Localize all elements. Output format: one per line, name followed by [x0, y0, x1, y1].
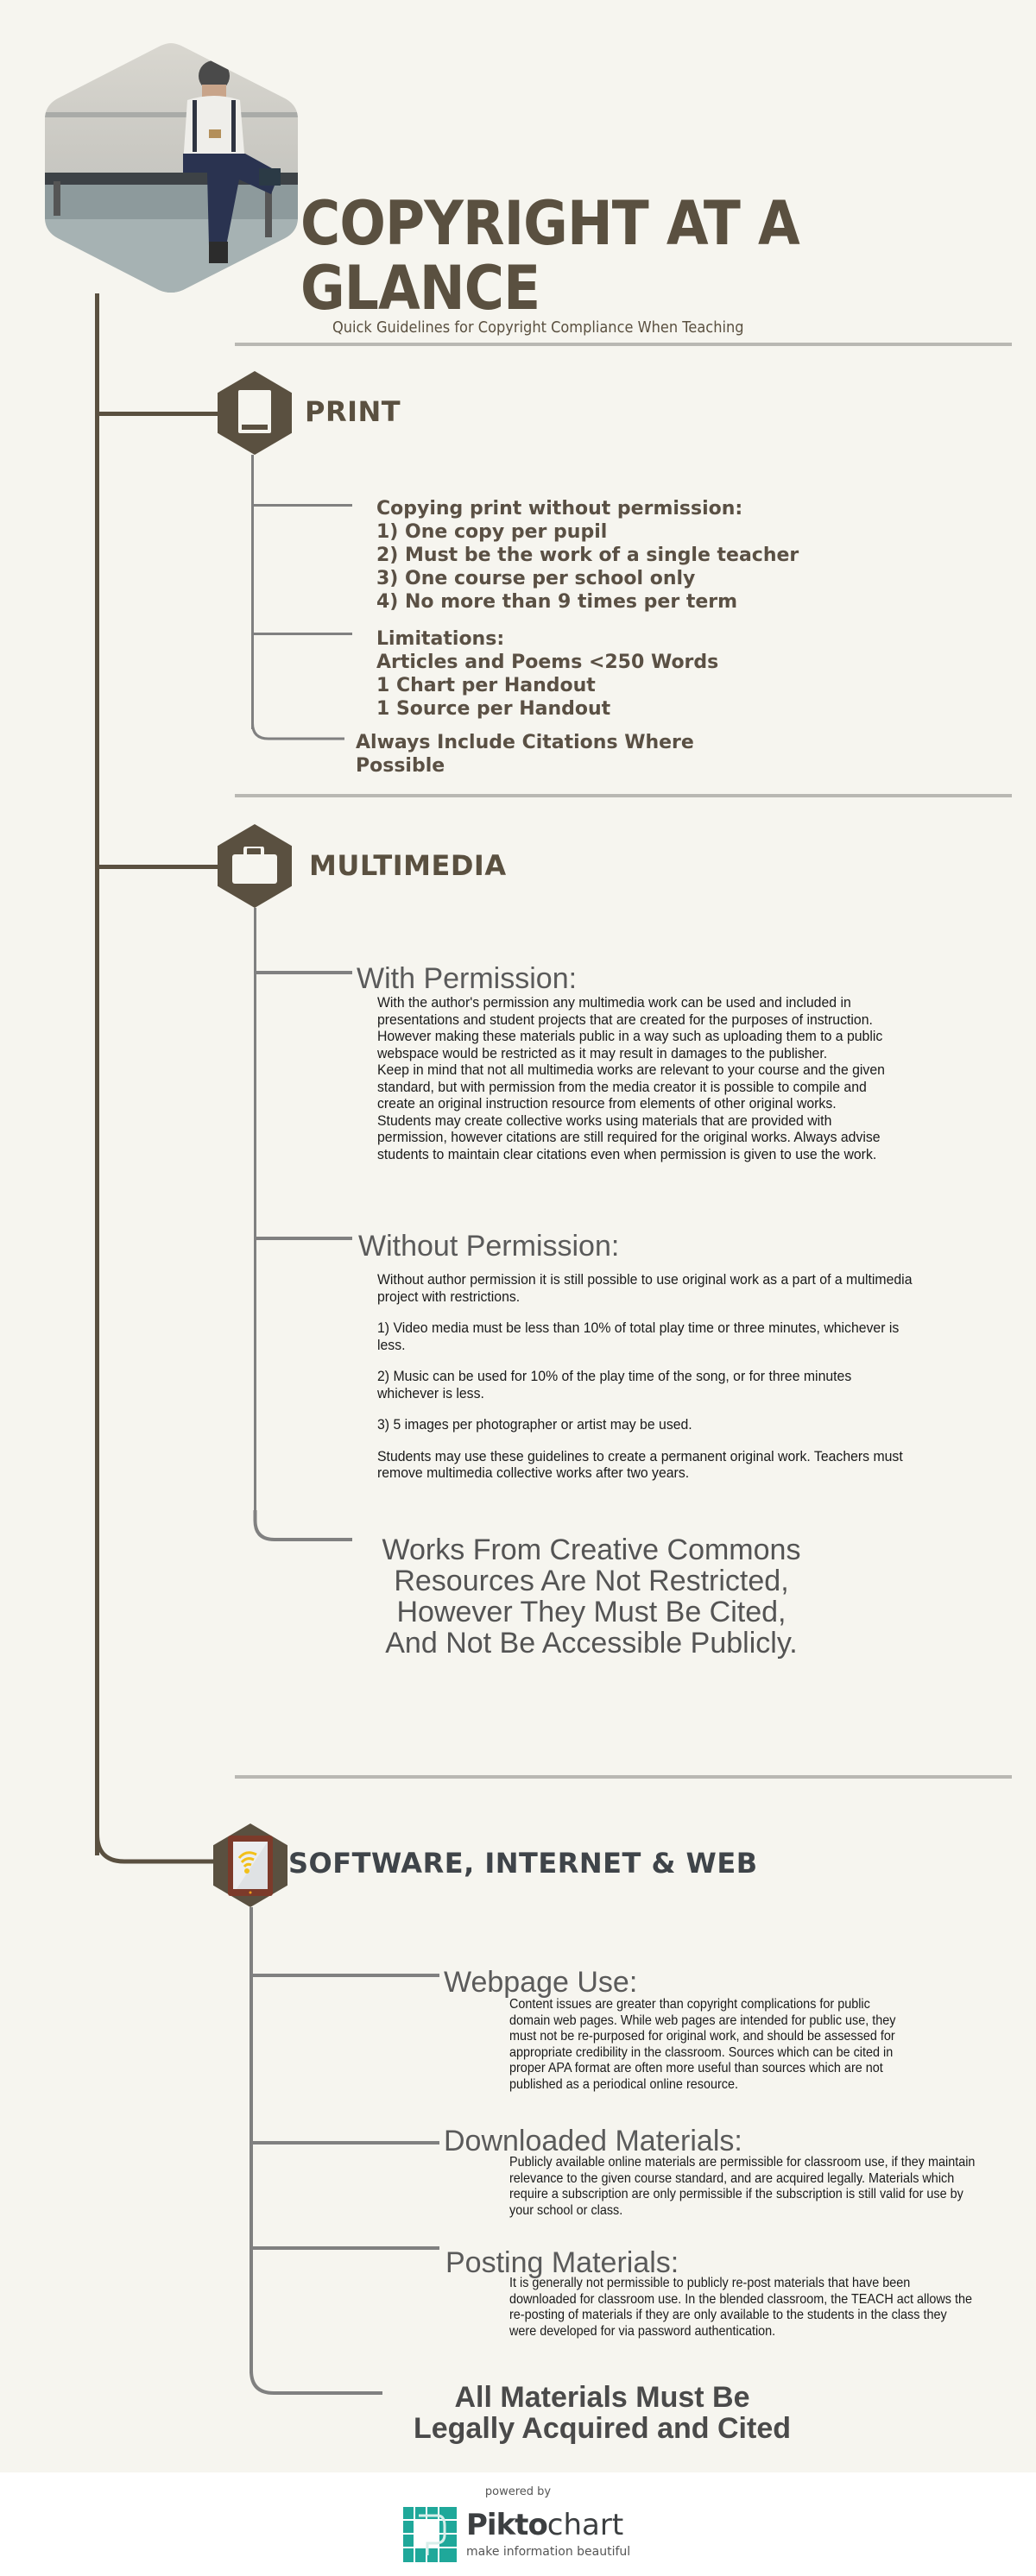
webpage-use-heading: Webpage Use:	[444, 1966, 638, 1999]
piktochart-wordmark	[466, 2509, 623, 2541]
piktochart-wordmark-bold: Pikto	[466, 2508, 547, 2542]
header-divider	[235, 343, 1012, 346]
print-limitations-item: 1 Chart per Handout	[376, 675, 596, 696]
posting-materials-body: It is generally not permissible to publicly re-post materials that have been downloaded for classroom use. In the blended classroom, the TEACH act allows the re-posting of materials if they are only available to the students in the class they were developed for via password authentication.	[509, 2276, 973, 2339]
print-copying-item: 2) Must be the work of a single teacher	[376, 545, 799, 566]
book-icon	[237, 390, 273, 437]
page-title-line2: GLANCE	[300, 253, 540, 324]
without-permission-paragraph: 1) Video media must be less than 10% of total play time or three minutes, whichever is less.	[377, 1319, 900, 1353]
print-copying-heading: Copying print without permission:	[376, 498, 743, 520]
print-branch-copying	[251, 504, 352, 507]
multimedia-branch-without	[254, 1237, 352, 1240]
final-note-line: Legally Acquired and Cited	[413, 2412, 792, 2445]
software-branch-webpage	[250, 1974, 439, 1977]
print-copying-item: 3) One course per school only	[376, 568, 696, 589]
powered-by-label: powered by	[484, 2485, 552, 2498]
with-permission-paragraph: With the author's permission any multimedia work can be used and included in presentations and student projects that are created for the purposes of instruction. However making these materials public in a way such as uploading them to a public webspace would be restricted as it may result in damages to the publisher.	[377, 994, 883, 1061]
creative-commons-note: Works From Creative Commons Resources Are Not Restricted, However They Must Be Cited, And Not Be Accessible Publicly.	[382, 1534, 801, 1660]
page-title-line1: COPYRIGHT AT A	[300, 188, 799, 259]
print-closing-line: Always Include Citations Where	[356, 732, 694, 753]
man-on-bench-photo	[45, 43, 298, 293]
print-branch-limitations	[251, 633, 352, 635]
software-branch-trunk	[250, 1907, 253, 2373]
without-permission-heading: Without Permission:	[358, 1230, 620, 1263]
piktochart-wordmark-light: chart	[546, 2508, 624, 2542]
print-hexagon	[218, 371, 292, 455]
with-permission-paragraph: Students may create collective works using materials that are provided with permission, however citations are still required for the original works. Always advise students to maintain clear citations even when permission is given to use the work.	[377, 1112, 881, 1162]
without-permission-paragraph: Students may use these guidelines to create a permanent original work. Teachers must remove multimedia collective works after two years.	[377, 1447, 903, 1481]
final-note-line: All Materials Must Be	[454, 2381, 750, 2414]
multimedia-branch-trunk	[254, 908, 256, 1521]
without-permission-paragraph: 2) Music can be used for 10% of the play time of the song, or for three minutes whichever is less.	[377, 1368, 852, 1401]
software-branch-posting	[250, 2246, 439, 2250]
briefcase-icon	[232, 847, 277, 885]
piktochart-logo[interactable]	[403, 2507, 645, 2562]
print-copying-item: 1) One copy per pupil	[376, 521, 608, 543]
multimedia-branch-with	[254, 971, 352, 974]
timeline-trunk-curve	[93, 1812, 218, 1868]
webpage-use-body: Content issues are greater than copyright complications for public domain web pages. While web pages are intended for public use, they must not be re-purposed for original work, and should be assessed for appropriate credibility in the classroom. Sources which can be cited in proper APA format are often more useful than sources which are not published as a periodical online resource.	[509, 1997, 896, 2092]
print-divider	[235, 794, 1012, 797]
software-title: SOFTWARE, INTERNET & WEB	[288, 1847, 758, 1880]
timeline-trunk	[95, 293, 99, 1855]
print-copying-item: 4) No more than 9 times per term	[376, 591, 738, 613]
print-branch-end	[250, 716, 353, 742]
multimedia-connector	[97, 865, 219, 869]
multimedia-branch-end	[252, 1510, 356, 1545]
multimedia-divider	[235, 1775, 1012, 1779]
with-permission-heading: With Permission:	[357, 962, 578, 995]
without-permission-paragraph: 3) 5 images per photographer or artist may be used.	[377, 1416, 692, 1433]
print-limitations-block	[376, 627, 718, 721]
print-copying-block	[376, 497, 799, 614]
with-permission-paragraph: Keep in mind that not all multimedia works are relevant to your course and the given standard, but with permission from the media creator it is possible to compile and create an original instruction resource from elements of other original works.	[377, 1061, 885, 1112]
print-limitations-item: 1 Source per Handout	[376, 698, 611, 720]
piktochart-p-icon	[403, 2507, 457, 2562]
page-title	[300, 188, 799, 324]
multimedia-hexagon	[218, 824, 292, 908]
header-photo-hexagon	[45, 43, 298, 293]
final-note	[371, 2382, 833, 2444]
print-limitations-heading: Limitations:	[376, 628, 505, 650]
software-branch-end	[248, 2360, 386, 2399]
print-closing-note	[356, 731, 694, 778]
page-subtitle: Quick Guidelines for Copyright Compliance When Teaching	[332, 318, 744, 337]
without-permission-body	[377, 1271, 915, 1482]
print-closing-line: Possible	[356, 755, 445, 777]
piktochart-tagline: make information beautiful	[466, 2545, 631, 2559]
posting-materials-heading: Posting Materials:	[445, 2246, 679, 2279]
software-hexagon	[213, 1823, 287, 1907]
print-connector	[97, 412, 219, 416]
print-branch-trunk	[251, 455, 254, 729]
print-limitations-item: Articles and Poems <250 Words	[376, 652, 719, 673]
software-branch-downloaded	[250, 2141, 439, 2145]
tablet-wifi-icon	[228, 1836, 273, 1896]
downloaded-materials-heading: Downloaded Materials:	[444, 2125, 742, 2157]
print-title: PRINT	[305, 395, 401, 428]
downloaded-materials-body: Publicly available online materials are permissible for classroom use, if they maintain relevance to the given course standard, and are acquired legally. Materials which require a subscription are only permissible if the subscription is still valid for use by your school or class.	[509, 2155, 976, 2218]
with-permission-body	[377, 994, 891, 1162]
multimedia-title: MULTIMEDIA	[309, 849, 507, 882]
without-permission-paragraph: Without author permission it is still possible to use original work as a part of a multimedia project with restrictions.	[377, 1271, 913, 1305]
